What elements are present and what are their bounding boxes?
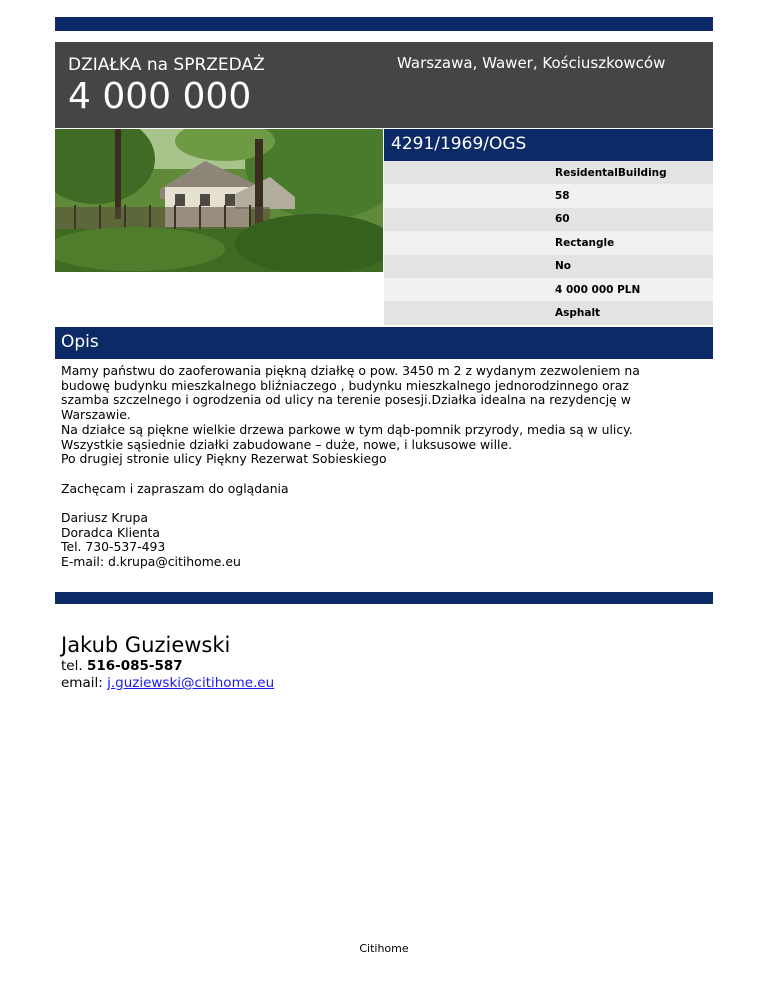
details-table bbox=[384, 161, 713, 325]
detail-value: 60 bbox=[555, 213, 570, 226]
listing-reference: 4291/1969/OGS bbox=[391, 134, 527, 154]
detail-row bbox=[384, 184, 713, 207]
detail-row bbox=[384, 231, 713, 254]
contact-phone: Tel. 730-537-493 bbox=[61, 539, 166, 555]
description-line: Po drugiej stronie ulicy Piękny Rezerwat Sobieskiego bbox=[61, 451, 387, 467]
listing-type: DZIAŁKA na SPRZEDAŻ bbox=[68, 55, 265, 75]
description-line: szamba szczelnego i ogrodzenia od ulicy na terenie posesji.Działka idealna na rezydencję w bbox=[61, 392, 631, 408]
top-accent-bar bbox=[55, 17, 713, 31]
contact-name: Dariusz Krupa bbox=[61, 510, 148, 525]
agent-phone-line bbox=[61, 658, 274, 675]
detail-value: No bbox=[555, 260, 572, 273]
section-divider-bar bbox=[55, 592, 713, 604]
agent-phone: 516-085-587 bbox=[86, 658, 183, 674]
detail-row bbox=[384, 255, 713, 278]
detail-value: 4 000 000 PLN bbox=[555, 283, 641, 296]
description-heading: Opis bbox=[61, 332, 99, 352]
detail-value: Asphalt bbox=[555, 307, 601, 320]
footer-brand: Citihome bbox=[359, 942, 409, 955]
contact-email: E-mail: d.krupa@citihome.eu bbox=[61, 554, 241, 570]
description-line: Warszawie. bbox=[61, 407, 131, 423]
reference-bar bbox=[384, 129, 713, 161]
detail-row bbox=[384, 208, 713, 231]
contact-role: Doradca Klienta bbox=[61, 524, 160, 540]
detail-row bbox=[384, 161, 713, 184]
agent-email-line bbox=[61, 675, 274, 692]
description-invite: Zachęcam i zapraszam do oglądania bbox=[61, 480, 289, 496]
listing-location: Warszawa, Wawer, Kościuszkowców bbox=[397, 54, 666, 72]
detail-value: Rectangle bbox=[555, 236, 615, 249]
detail-row bbox=[384, 278, 713, 301]
agent-card bbox=[61, 632, 274, 692]
description-line: Wszystkie sąsiednie działki zabudowane – duże, nowe, i luksusowe wille. bbox=[61, 436, 513, 452]
agent-email-label: email: bbox=[61, 675, 103, 691]
agent-name: Jakub Guziewski bbox=[61, 633, 231, 657]
agent-email-link[interactable]: j.guziewski@citihome.eu bbox=[107, 675, 275, 691]
detail-row bbox=[384, 301, 713, 324]
detail-value: ResidentalBuilding bbox=[555, 166, 667, 179]
detail-value: 58 bbox=[555, 190, 570, 203]
listing-header bbox=[55, 42, 713, 128]
property-photo bbox=[55, 129, 383, 272]
description-body bbox=[61, 364, 681, 570]
description-header bbox=[55, 327, 713, 359]
description-line: Mamy państwu do zaoferowania piękną działkę o pow. 3450 m 2 z wydanym zezwoleniem na bbox=[61, 363, 640, 378]
agent-phone-label: tel. bbox=[61, 658, 83, 674]
listing-price: 4 000 000 bbox=[68, 76, 252, 117]
description-line: budowę budynku mieszkalnego bliźniaczego , budynku mieszkalnego jednorodzinnego oraz bbox=[61, 377, 629, 393]
description-line: Na działce są piękne wielkie drzewa parkowe w tym dąb-pomnik przyrody, media są w ulicy. bbox=[61, 421, 633, 437]
